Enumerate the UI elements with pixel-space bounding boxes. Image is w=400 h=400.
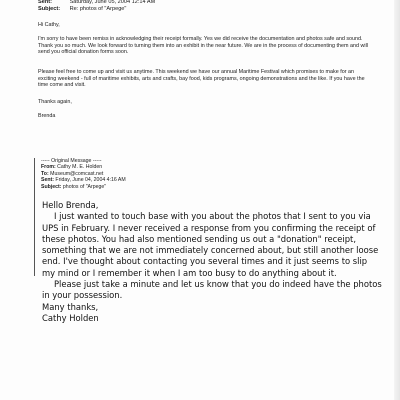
subject-value: Re: photos of "Arpege": [69, 6, 127, 12]
original-greeting: Hello Brenda,: [42, 200, 99, 210]
original-sent-value: Friday, June 04, 2004 4:16 AM: [55, 177, 126, 184]
quote-rule: [34, 158, 35, 276]
sent-value: Saturday, June 05, 2004 12:14 AM: [69, 0, 156, 5]
reply-paragraph-1: [38, 36, 368, 56]
original-name: Cathy Holden: [42, 312, 99, 323]
reply-para-1-text: I'm sorry to have been remiss in acknowledging their receipt formally. Yes we did receive the documentation and photos safe and sound. Thank you so much. We look forward to turning them into an exhibit in the near future. We are in the process of documenting them and will send you official donation forms soon.: [38, 36, 369, 56]
sent-label: Sent:: [38, 0, 52, 5]
original-sent-label: Sent:: [41, 177, 54, 184]
original-subject-line: [41, 184, 126, 190]
reply-paragraph-2: [38, 69, 368, 89]
original-subject-value: photos of "Arpege": [62, 183, 107, 190]
original-para-2: Please just take a minute and let us know that you do indeed have the photos in your possession.: [42, 279, 382, 301]
original-from-label: From:: [41, 164, 56, 171]
original-divider: ----- Original Message -----: [41, 158, 102, 164]
original-message-header: [41, 158, 126, 190]
original-from-value: Cathy M. E. Holden: [57, 164, 103, 171]
original-subject-label: Subject:: [41, 183, 62, 190]
scan-edge-shadow: [394, 0, 400, 400]
original-message-body: [42, 200, 382, 324]
original-closing: Many thanks,: [42, 301, 99, 312]
reply-greeting: Hi Cathy,: [38, 22, 60, 28]
subject-label: Subject:: [38, 6, 61, 12]
original-para-1: I just wanted to touch base with you about the photos that I sent to you via UPS in February. I never received a response from you confirming the receipt of these photos. You had also mentioned sending us out a "donation" receipt, something that we are not immediately concerned about, but still another loose end. I've thought about contacting you several times and it just seems to slip my mind or I remember it when I am too busy to do anything about it.: [42, 211, 379, 278]
subject-line: [38, 6, 126, 13]
original-to-label: To:: [41, 170, 49, 177]
reply-signoff: Brenda: [38, 113, 56, 119]
reply-para-2-text: Please feel free to come up and visit us anytime. This weekend we have our annual Maritime Festival which promises to make for an exciting weekend - full of maritime exhibits, arts and crafts, bay food, kids programs, ongoing demonstrations and the like. If you have the time come and visit.: [38, 69, 365, 89]
original-to-value: Museum@comcast.net: [50, 170, 104, 177]
reply-thanks: Thanks again,: [38, 99, 72, 105]
